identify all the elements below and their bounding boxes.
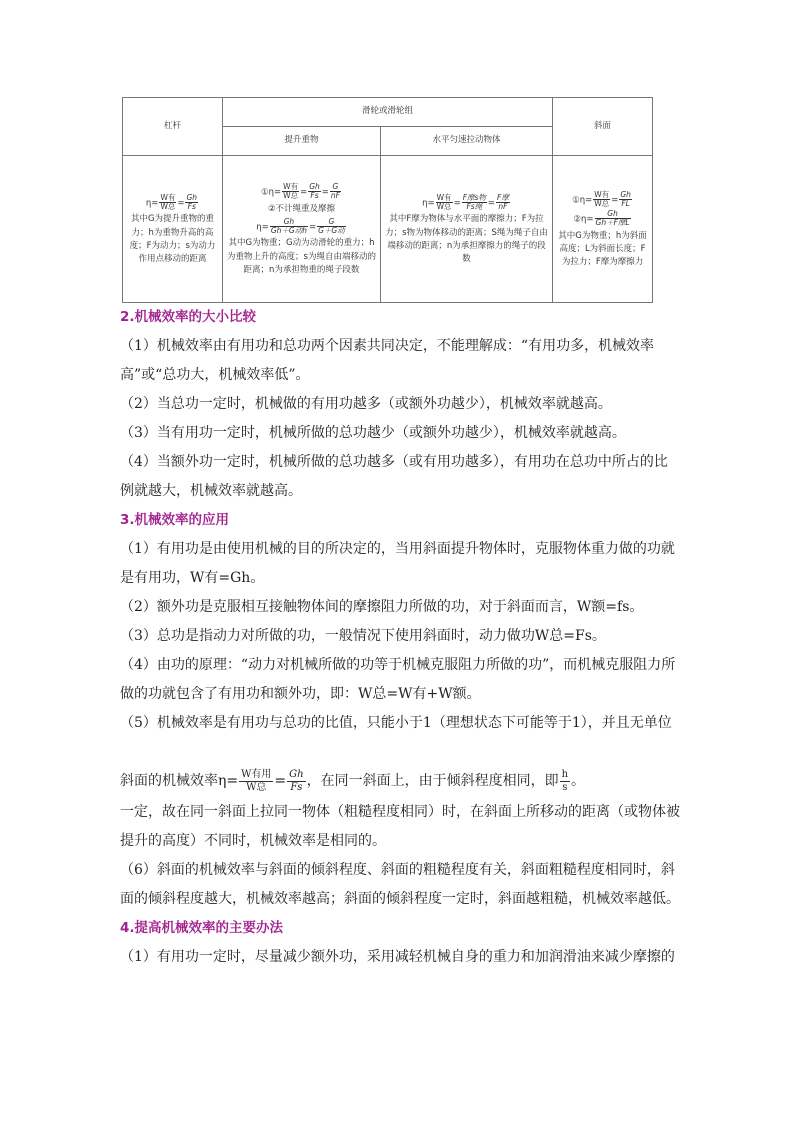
incline-description: 其中G为物重；h为斜面高度；L为斜面长度；F为拉力；F摩为摩擦力	[558, 230, 647, 268]
section-3-para-7: 一定，故在同一斜面上拉同一物体（粗糙程度相同）时，在斜面上所移动的距离（或物体被提升的高度）不同时，机械效率是相同的。	[120, 804, 680, 849]
section-2-para-1: （1）机械效率由有用功和总功两个因素共同决定，不能理解成：“有用功多，机械效率高”或“总功大，机械效率低”。	[120, 338, 655, 383]
header-lift: 提升重物	[223, 127, 381, 156]
section-3-para-5: （5）机械效率是有用功与总功的比值，只能小于1（理想状态下可能等于1），并且无单位	[120, 715, 672, 731]
lever-formula: η= $\frac{\text{W有}}{\text{W总}}$ = $\frac{Gh}{Fs}$	[145, 192, 198, 212]
header-lever: 杠杆	[123, 98, 223, 156]
incline-formula-1: ①η= $\frac{\text{W有}}{\text{W总}}$ = $\frac{Gh}{FL}$	[572, 189, 631, 208]
lift-note: ②不计绳重及摩擦	[267, 203, 336, 214]
section-3-para-3: （3）总功是指动力对所做的功，一般情况下使用斜面时，动力做功W总=Fs。	[120, 628, 606, 644]
section-2-para-4: （4）当额外功一定时，机械所做的总功越多（或有用功越多），有用功在总功中所占的比例就越大，机械效率就越高。	[120, 454, 668, 499]
section-3-para-6: 斜面的机械效率η= $\frac{\text{W有用}}{\text{W总}}$ = $\frac{Gh}{Fs}$ ，在同一斜面上，由于倾斜程度相同，即 $\frac{h}{s}$ 。	[120, 769, 586, 793]
header-horizontal: 水平匀速拉动物体	[381, 127, 553, 156]
section-2-title: 2.机械效率的大小比较	[120, 309, 257, 325]
lever-description: 其中G为提升重物的重力；h为重物升高的高度；F为动力；s为动力作用点移动的距离	[129, 214, 216, 264]
section-3-para-4: （4）由功的原理：“动力对机械所做的功等于机械克服阻力所做的功”，而机械克服阻力所做的功就包含了有用功和额外功，即：W总=W有+W额。	[120, 657, 676, 702]
section-2-para-2: （2）当总功一定时，机械做的有用功越多（或额外功越少），机械效率就越高。	[120, 396, 612, 412]
efficiency-formula-table	[122, 97, 653, 303]
horizontal-description: 其中F摩为物体与水平面的摩擦力；F为拉力；s物为物体移动的距离；S绳为绳子自由端移动的距离；n为承担摩擦力的绳子的段数	[385, 214, 548, 264]
header-incline: 斜面	[553, 98, 653, 156]
horizontal-cell	[381, 156, 553, 303]
body-text	[120, 303, 680, 972]
lift-description: 其中G为物重；G动为动滑轮的重力；h为重物上升的高度；s为绳自由端移动的距离；n为承担物重的绳子段数	[227, 238, 376, 275]
spacer	[120, 738, 680, 764]
lift-formula-2: η= $\frac{Gh}{\text{Gh＋G动h}}$ = $\frac{G}{\text{G＋G动}}$	[256, 216, 345, 236]
section-3-para-2: （2）额外功是克服相互接触物体间的摩擦阻力所做的功，对于斜面而言，W额=fs。	[120, 599, 644, 615]
lift-cell	[223, 156, 381, 303]
section-4-para-1: （1）有用功一定时，尽量减少额外功，采用减轻机械自身的重力和加润滑油来减少摩擦的	[120, 949, 675, 965]
section-4-title: 4.提高机械效率的主要办法	[120, 920, 284, 936]
horizontal-formula: η= $\frac{\text{W有}}{\text{W总}}$ = $\frac{\text{F摩s物}}{\text{Fs绳}}$ = $\frac{\text{F摩}}{nF}$	[422, 192, 509, 212]
header-pulley-group: 滑轮或滑轮组	[223, 98, 553, 127]
section-3-title: 3.机械效率的应用	[120, 512, 230, 528]
incline-formula-2: ②η= $\frac{Gh}{\text{Gh＋F摩L}}$	[573, 209, 630, 228]
section-3-para-8: （6）斜面的机械效率与斜面的倾斜程度、斜面的粗糙程度有关，斜面粗糙程度相同时，斜面的倾斜程度越大，机械效率越高；斜面的倾斜程度一定时，斜面越粗糙，机械效率越低。	[120, 862, 680, 907]
section-2-para-3: （3）当有用功一定时，机械所做的总功越少（或额外功越少），机械效率就越高。	[120, 425, 626, 441]
section-3-para-1: （1）有用功是由使用机械的目的所决定的，当用斜面提升物体时，克服物体重力做的功就是有用功，W有=Gh。	[120, 541, 675, 586]
incline-cell	[553, 156, 653, 303]
lift-formula-1: ①η= $\frac{\text{W有}}{\text{W总}}$ = $\frac{Gh}{Fs}$ = $\frac{G}{nF}$	[261, 182, 340, 201]
lever-cell	[123, 156, 223, 303]
